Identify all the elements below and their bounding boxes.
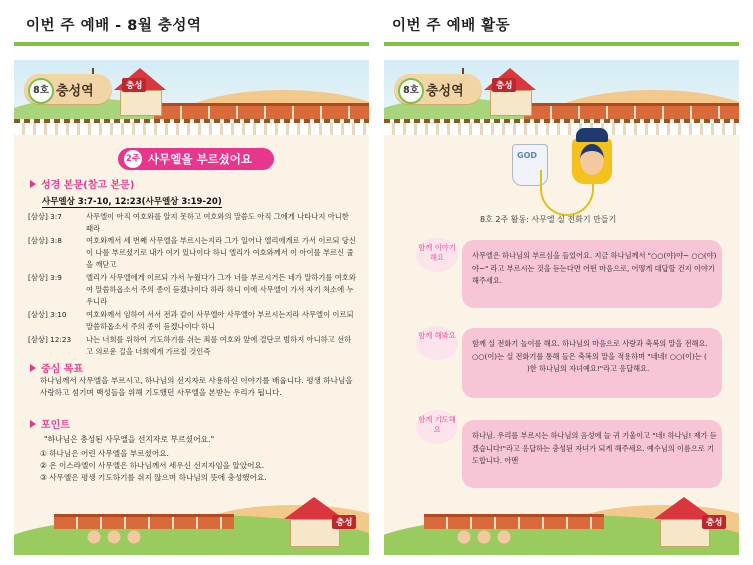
panel-footer-illustration	[14, 495, 369, 555]
verse-label: [삼상] 3:8	[28, 236, 62, 245]
point-section-title: 포인트	[30, 416, 70, 431]
panel-header-illustration	[14, 60, 369, 135]
house-illustration	[114, 68, 166, 114]
triangle-bullet-icon	[30, 180, 36, 188]
activity-panel	[384, 60, 739, 555]
string-phone-craft-illustration	[510, 130, 620, 220]
goal-text: 하나님께서 사무엘을 부르시고, 하나님의 선지자로 사용하신 이야기를 배웁니다. 평생 하나님을 사랑하고 섬기며 백성들을 위해 기도했던 사무엘을 본받는 우리가 됩니다.	[40, 376, 353, 397]
cup-text: GOD	[517, 151, 538, 160]
goal-section-title: 중심 목표	[30, 360, 83, 375]
unit-title: 충성역	[426, 84, 464, 99]
children-illustration	[454, 529, 514, 551]
activity-title: 8호 2주 활동: 사무엘 실 전화기 만들기	[480, 215, 617, 224]
verse-text: 나는 너희를 위하여 기도하기를 쉬는 죄를 여호와 앞에 결단코 범하지 아니하고 선하고 의로운 길을 너희에게 가르칠 것인즉	[86, 335, 352, 356]
verse-label: [삼상] 12:23	[28, 335, 72, 344]
verse-text: 사무엘이 아직 여호와를 알지 못하고 여호와의 말씀도 아직 그에게 나타나지 아니한 때라	[86, 212, 349, 233]
do-card	[462, 328, 722, 398]
left-heading-rule	[14, 42, 369, 46]
verse-label: [삼상] 3:7	[28, 212, 62, 221]
lesson-title-pill	[118, 148, 274, 170]
verse-label: [삼상] 3:9	[28, 273, 62, 282]
samuel-cup-illustration	[572, 138, 612, 184]
scripture-reference: 사무엘상 3:7-10, 12:23(사무엘상 3:19-20)	[42, 197, 222, 207]
verse-text: 엘리가 사무엘에게 이르되 가서 누웠다가 그가 너를 부르시거든 네가 말하기를 여호와여 말씀하옵소서 주의 종이 듣겠나이다 하라 하니 이에 사무엘이 가서 자기 처소에 누우니라	[86, 273, 356, 306]
point-quote: "하나님은 충성된 사무엘을 선지자로 부르셨어요."	[44, 435, 215, 444]
verse-text: 여호와께서 임하여 서서 전과 같이 사무엘아 사무엘아 부르시는지라 사무엘이 이르되 말씀하옵소서 주의 종이 듣겠나이다 하니	[86, 310, 354, 331]
children-illustration	[84, 529, 144, 551]
talk-text: 사무엘은 하나님의 부르심을 들었어요. 지금 하나님께서 "○○(야)야~ ○○(야)야~" 라고 부르시는 것을 듣는다면 어떤 마음으로, 어떻게 대답할 건지 이야기해주세요.	[472, 251, 717, 285]
triangle-bullet-icon	[30, 364, 36, 372]
point-item: ③ 사무엘은 평생 기도하기를 쉬지 않으며 하나님의 뜻에 충성했어요.	[40, 473, 267, 482]
talk-card	[462, 240, 722, 308]
worship-panel	[14, 60, 369, 555]
pray-text: 하나님. 우리를 부르시는 하나님의 음성에 늘 귀 기울이고 "네! 하나님! 제가 듣겠습니다!"라고 응답하는 충성된 자녀가 되게 해주세요. 예수님의 이름으로 기도합니다. 아멘	[472, 431, 717, 465]
house-illustration	[484, 68, 536, 114]
pray-card	[462, 420, 722, 488]
house-badge: 충성	[332, 515, 356, 529]
train-illustration	[424, 514, 604, 529]
point-item: ① 하나님은 어린 사무엘을 부르셨어요.	[40, 449, 169, 458]
unit-number: 8호	[398, 78, 424, 104]
panel-footer-illustration	[384, 495, 739, 555]
pray-label: 함께 기도해요	[416, 410, 458, 444]
verse-label: [삼상] 3:10	[28, 310, 67, 319]
house-badge: 충성	[702, 515, 726, 529]
panel-header-illustration	[384, 60, 739, 135]
unit-title: 충성역	[56, 84, 94, 99]
lesson-week: 2주	[124, 150, 142, 168]
house-badge: 충성	[492, 78, 516, 92]
house-badge: 충성	[122, 78, 146, 92]
unit-number: 8호	[28, 78, 54, 104]
do-label: 함께 해봐요	[416, 326, 458, 360]
verse-text: 여호와께서 세 번째 사무엘을 부르시는지라 그가 일어나 엘리에게로 가서 이르되 당신이 나를 부르셨기로 내가 여기 있나이다 하니 엘리가 여호와께서 이 아이를 부르신 줄을 깨닫고	[86, 236, 356, 269]
scripture-section-title: 성경 본문(참고 본문)	[30, 176, 134, 191]
lesson-title: 사무엘을 부르셨어요	[148, 152, 252, 166]
left-heading: 이번 주 예배 - 8월 충성역	[26, 18, 202, 34]
talk-label: 함께 이야기 해요	[416, 238, 458, 272]
right-heading: 이번 주 예배 활동	[392, 18, 511, 34]
right-heading-rule	[384, 42, 739, 46]
triangle-bullet-icon	[30, 420, 36, 428]
train-illustration	[54, 514, 234, 529]
do-text: 함께 실 전화기 놀이를 해요. 하나님의 마음으로 사랑과 축복의 말을 전해요. ○○(이)는 실 전화기를 통해 들은 축복의 말을 적용하며 "네네! ○○(이)는 ()한 하나님의 자녀예요!"라고 응답해요.	[472, 339, 708, 373]
point-item: ② 온 이스라엘이 사무엘은 하나님께서 세우신 선지자임을 알았어요.	[40, 461, 265, 470]
